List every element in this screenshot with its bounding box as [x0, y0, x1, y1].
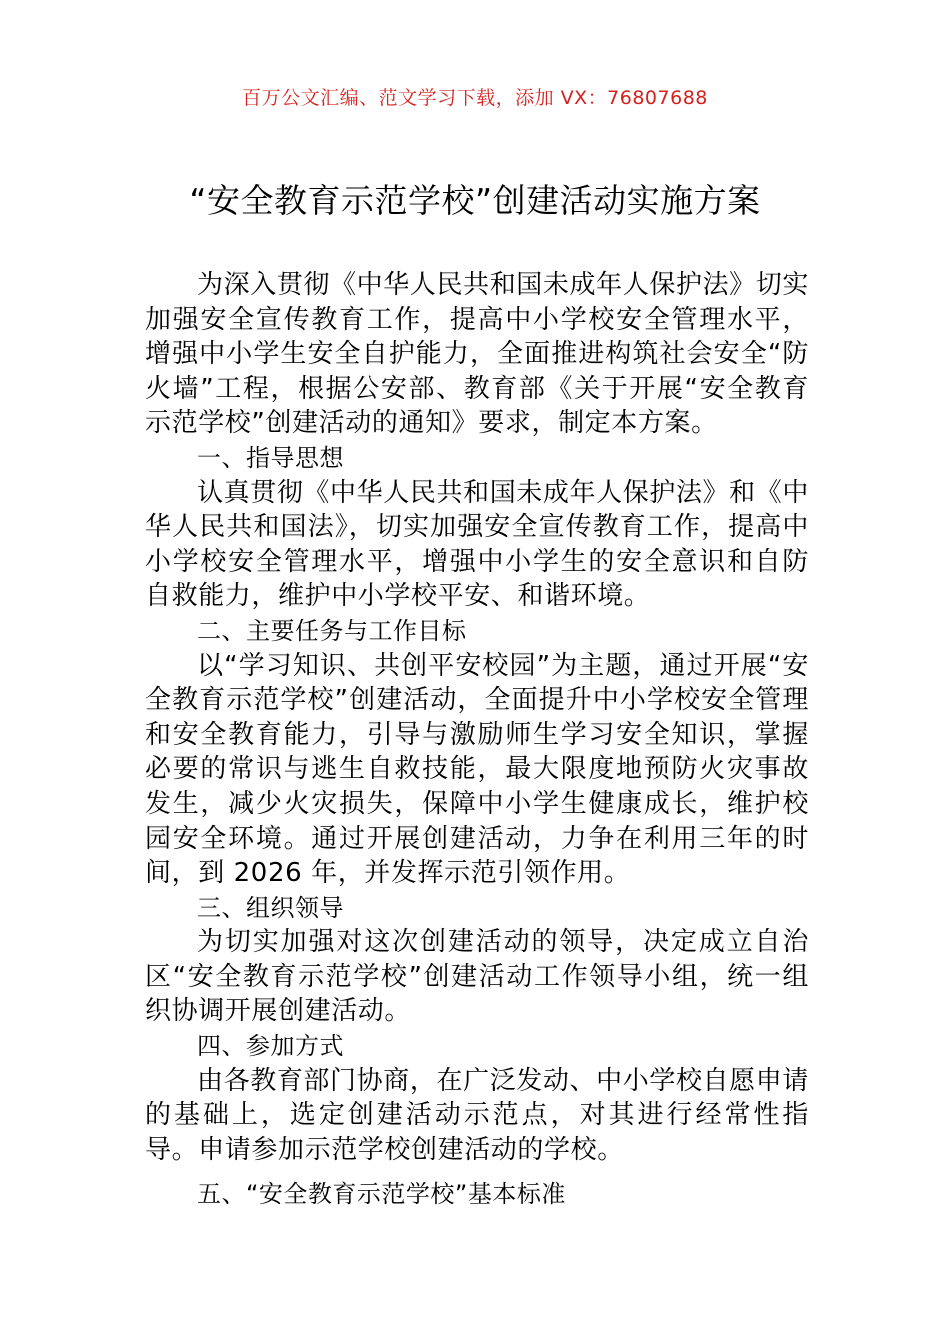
section-heading-organization: 三、组织领导 — [197, 893, 344, 922]
section-heading-guiding-ideology: 一、指导思想 — [197, 443, 344, 472]
section-heading-participation: 四、参加方式 — [197, 1032, 344, 1061]
intro-paragraph: 为深入贯彻《中华人民共和国未成年人保护法》切实加强安全宣传教育工作，提高中小学校安全管理水平，增强中小学生安全自护能力，全面推进构筑社会安全“防火墙”工程，根据公安部、教育部《关于开展“安全教育示范学校”创建活动的通知》要求，制定本方案。 — [145, 270, 809, 439]
document-title: “安全教育示范学校”创建活动实施方案 — [189, 181, 761, 220]
promo-header: 百万公文汇编、范文学习下载，添加 VX：76807688 — [242, 87, 708, 109]
section-body-organization: 为切实加强对这次创建活动的领导，决定成立自治区“安全教育示范学校”创建活动工作领导小组，统一组织协调开展创建活动。 — [145, 927, 809, 1027]
section-body-guiding-ideology: 认真贯彻《中华人民共和国未成年人保护法》和《中华人民共和国法》，切实加强安全宣传教育工作，提高中小学校安全管理水平，增强中小学生的安全意识和自防自救能力，维护中小学校平安、和谐环境。 — [145, 477, 809, 612]
section-body-main-tasks: 以“学习知识、共创平安校园”为主题，通过开展“安全教育示范学校”创建活动，全面提升中小学校安全管理和安全教育能力，引导与激励师生学习安全知识，掌握必要的常识与逃生自救技能，最大限度地预防火灾事故发生，减少火灾损失，保障中小学生健康成长，维护校园安全环境。通过开展创建活动，力争在利用三年的时间，到 2026 年，并发挥示范引领作用。 — [145, 650, 809, 889]
section-body-participation: 由各教育部门协商，在广泛发动、中小学校自愿申请的基础上，选定创建活动示范点，对其进行经常性指导。申请参加示范学校创建活动的学校。 — [145, 1065, 809, 1165]
document-body — [145, 268, 809, 1212]
section-heading-basic-standards: 五、“安全教育示范学校”基本标准 — [197, 1180, 566, 1209]
section-heading-main-tasks: 二、主要任务与工作目标 — [197, 616, 467, 645]
